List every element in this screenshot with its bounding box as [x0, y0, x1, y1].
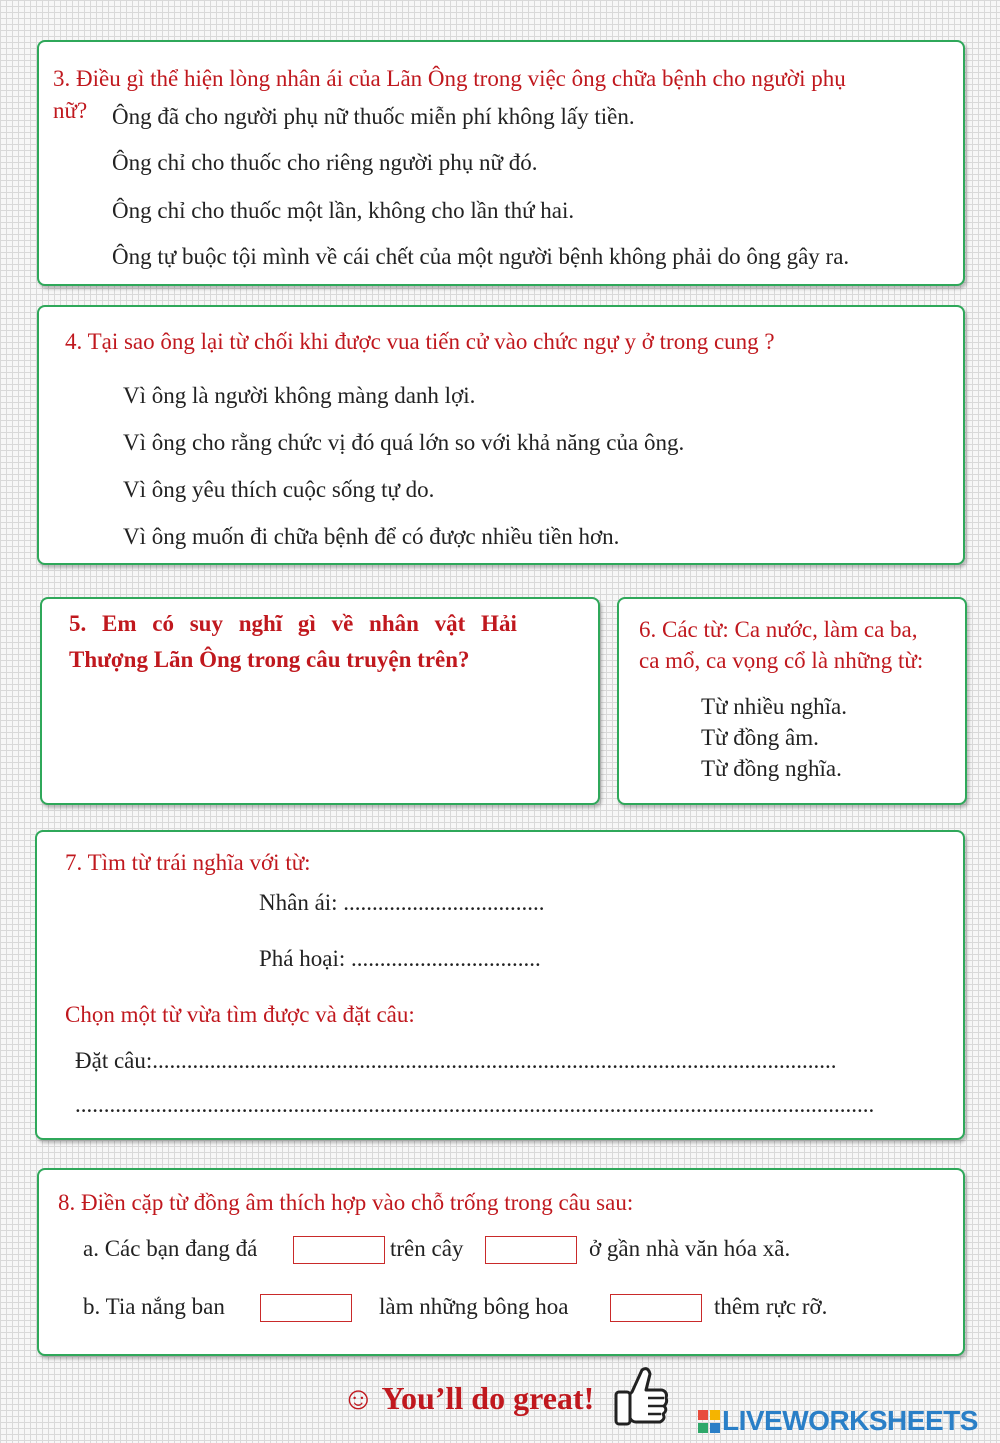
q8a-text-part3: ở gần nhà văn hóa xã.: [589, 1236, 791, 1261]
question-5-text: 5. Em có suy nghĩ gì về nhân vật Hải: [69, 611, 517, 636]
q8a-text-part1: a. Các bạn đang đá: [83, 1236, 258, 1261]
q8b-blank-2[interactable]: [610, 1294, 702, 1322]
q8b-text-part1: b. Tia nắng ban: [83, 1294, 225, 1319]
question-6-card: [617, 597, 967, 805]
sentence-instruction: Chọn một từ vừa tìm được và đặt câu:: [65, 1002, 415, 1027]
question-8-card: [37, 1168, 965, 1356]
question-3-text: 3. Điều gì thể hiện lòng nhân ái của Lãn Ông trong việc ông chữa bệnh cho người phụ: [53, 66, 846, 91]
q8b-blank-1[interactable]: [260, 1294, 352, 1322]
q3-option-1[interactable]: Ông đã cho người phụ nữ thuốc miễn phí không lấy tiền.: [112, 104, 635, 129]
question-6-text-cont: ca mổ, ca vọng cổ là những từ:: [639, 648, 924, 673]
q3-option-2[interactable]: Ông chỉ cho thuốc cho riêng người phụ nữ đó.: [112, 150, 538, 175]
question-7-text: 7. Tìm từ trái nghĩa với từ:: [65, 850, 311, 875]
q6-option-1[interactable]: Từ nhiều nghĩa.: [701, 694, 847, 719]
question-7-card: [35, 830, 965, 1140]
q6-option-3[interactable]: Từ đồng nghĩa.: [701, 756, 842, 781]
sentence-field-line-1[interactable]: Đặt câu:.......................................................................................................................: [75, 1048, 837, 1073]
question-8-text: 8. Điền cặp từ đồng âm thích hợp vào chỗ trống trong câu sau:: [58, 1190, 634, 1215]
q3-option-4[interactable]: Ông tự buộc tội mình về cái chết của một người bệnh không phải do ông gây ra.: [112, 244, 850, 269]
q8a-blank-1[interactable]: [293, 1236, 385, 1264]
q8a-blank-2[interactable]: [485, 1236, 577, 1264]
question-5-text-cont: Thượng Lãn Ông trong câu truyện trên?: [69, 647, 470, 672]
question-4-card: [37, 305, 965, 565]
q3-option-3[interactable]: Ông chỉ cho thuốc một lần, không cho lần thứ hai.: [112, 198, 575, 223]
q8a-text-part2: trên cây: [390, 1236, 464, 1261]
antonym-field-pha-hoai[interactable]: Phá hoại: .................................: [259, 946, 541, 971]
q4-option-3[interactable]: Vì ông yêu thích cuộc sống tự do.: [123, 477, 435, 502]
question-4-text: 4. Tại sao ông lại từ chối khi được vua tiến cử vào chức ngự y ở trong cung ?: [65, 329, 775, 354]
encouragement-text: ☺ You’ll do great!: [342, 1380, 595, 1416]
q6-option-2[interactable]: Từ đồng âm.: [701, 725, 819, 750]
liveworksheets-brand: LIVEWORKSHEETS: [722, 1405, 978, 1436]
q4-option-4[interactable]: Vì ông muốn đi chữa bệnh để có được nhiều tiền hơn.: [123, 524, 620, 549]
q8b-text-part3: thêm rực rỡ.: [714, 1294, 828, 1319]
question-6-text: 6. Các từ: Ca nước, làm ca ba,: [639, 617, 918, 642]
q4-option-1[interactable]: Vì ông là người không màng danh lợi.: [123, 383, 476, 408]
q4-option-2[interactable]: Vì ông cho rằng chức vị đó quá lớn so với khả năng của ông.: [123, 430, 685, 455]
question-3-card: [37, 40, 965, 286]
question-5-card[interactable]: [40, 597, 600, 805]
liveworksheets-logo-icon: [698, 1410, 720, 1434]
sentence-field-line-2[interactable]: ...........................................................................................................................................: [75, 1092, 875, 1117]
q8b-text-part2: làm những bông hoa: [379, 1294, 569, 1319]
thumbs-up-icon: [610, 1362, 670, 1432]
question-3-text-cont: nữ?: [53, 98, 88, 123]
antonym-field-nhan-ai[interactable]: Nhân ái: ...................................: [259, 890, 545, 915]
